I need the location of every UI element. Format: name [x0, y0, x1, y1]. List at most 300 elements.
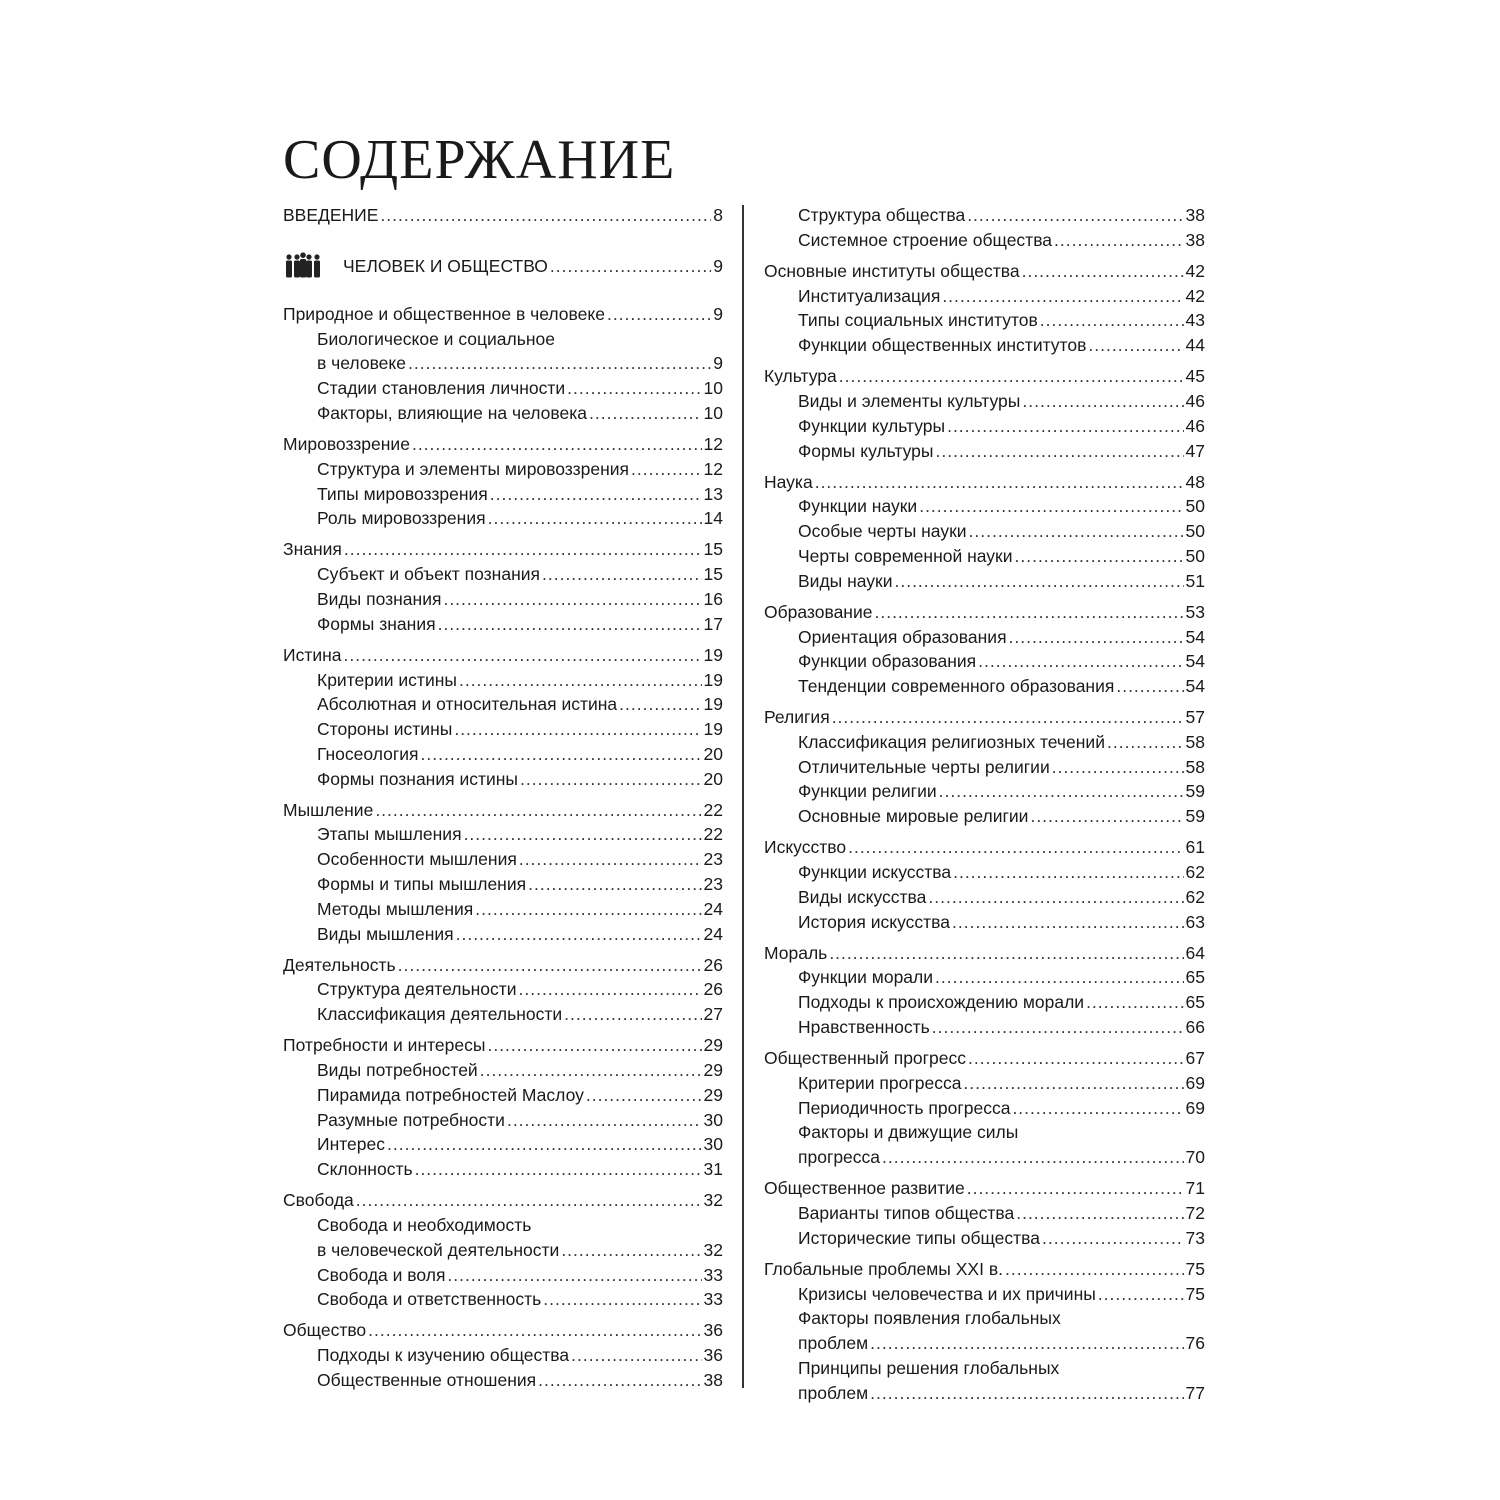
toc-subentry[interactable]: [764, 284, 1205, 309]
toc-entry-page: 14: [703, 508, 723, 529]
toc-subentry[interactable]: [283, 376, 723, 401]
toc-entry-page: 13: [703, 483, 723, 504]
toc-entry-page: 23: [703, 849, 723, 870]
toc-subentry[interactable]: [283, 562, 723, 587]
dot-leader: [543, 1287, 701, 1312]
toc-entry-page: 58: [1185, 731, 1205, 752]
toc-subentry[interactable]: [764, 1096, 1205, 1121]
toc-subentry[interactable]: [283, 1213, 723, 1238]
toc-entry-page: 42: [1185, 260, 1205, 281]
dot-leader: [919, 494, 1183, 519]
toc-entry[interactable]: [764, 1046, 1205, 1071]
toc-entry-page: 69: [1185, 1072, 1205, 1093]
toc-subentry[interactable]: [764, 730, 1205, 755]
toc-entry[interactable]: [764, 470, 1205, 495]
dot-leader: [953, 860, 1183, 885]
toc-entry-page: 22: [703, 824, 723, 845]
dot-leader: [1040, 308, 1184, 333]
toc-subentry[interactable]: [283, 1263, 723, 1288]
dot-leader: [968, 1046, 1184, 1071]
toc-entry[interactable]: [764, 600, 1205, 625]
toc-entry-page: 42: [1185, 285, 1205, 306]
toc-entry-page: 73: [1185, 1227, 1205, 1248]
toc-entry[interactable]: [764, 705, 1205, 730]
toc-entry-label: Свобода и воля: [317, 1264, 446, 1285]
toc-entry-label: Функции образования: [798, 651, 977, 672]
dot-leader: [952, 910, 1184, 935]
toc-subentry[interactable]: [283, 612, 723, 637]
dot-leader: [542, 562, 702, 587]
dot-leader: [454, 717, 701, 742]
toc-entry[interactable]: [283, 1318, 723, 1343]
dot-leader: [589, 401, 702, 426]
toc-subentry[interactable]: [764, 910, 1205, 935]
toc-entry-page: 48: [1185, 471, 1205, 492]
dot-leader: [815, 470, 1184, 495]
toc-entry-label: Абсолютная и относительная истина: [317, 694, 618, 715]
toc-subentry[interactable]: [283, 1157, 723, 1182]
dot-leader: [1022, 259, 1184, 284]
dot-leader: [550, 246, 711, 286]
dot-leader: [538, 1368, 701, 1393]
toc-entry-page: 17: [703, 613, 723, 634]
toc-entry-label: Критерии истины: [317, 669, 457, 690]
toc-entry[interactable]: [283, 537, 723, 562]
toc-entry-label: Системное строение общества: [798, 229, 1053, 250]
toc-subentry[interactable]: [283, 668, 723, 693]
toc-subentry[interactable]: [764, 1145, 1205, 1170]
dot-leader: [344, 537, 702, 562]
toc-entry-label: Знания: [283, 539, 342, 560]
toc-entry-page: 43: [1185, 310, 1205, 331]
toc-entry-label: Общество: [283, 1320, 367, 1341]
toc-entry-page: 24: [703, 923, 723, 944]
toc-subentry[interactable]: [283, 872, 723, 897]
toc-subentry[interactable]: [764, 1226, 1205, 1251]
dot-leader: [969, 519, 1184, 544]
toc-entry-page: 75: [1185, 1283, 1205, 1304]
dot-leader: [1016, 1201, 1183, 1226]
toc-entry[interactable]: [283, 1033, 723, 1058]
toc-entry-label: Гносеология: [317, 743, 419, 764]
toc-entry-label: Склонность: [317, 1159, 413, 1180]
toc-entry-page: 65: [1185, 967, 1205, 988]
toc-entry-page: 46: [1185, 390, 1205, 411]
column-divider: [742, 205, 744, 1388]
toc-subentry[interactable]: [764, 1015, 1205, 1040]
toc-subentry[interactable]: [283, 692, 723, 717]
toc-subentry[interactable]: [283, 717, 723, 742]
dot-leader: [963, 1071, 1183, 1096]
toc-entry-label: Виды и элементы культуры: [798, 390, 1021, 411]
toc-entry[interactable]: [764, 364, 1205, 389]
toc-subentry[interactable]: [283, 922, 723, 947]
toc-entry-page: 22: [703, 799, 723, 820]
dot-leader: [421, 742, 702, 767]
toc-entry[interactable]: [764, 259, 1205, 284]
toc-entry-label: Общественный прогресс: [764, 1048, 967, 1068]
dot-leader: [488, 506, 702, 531]
toc-subentry[interactable]: [764, 333, 1205, 358]
toc-entry-page: 20: [703, 768, 723, 789]
toc-entry-page: 10: [703, 402, 723, 423]
toc-entry-page: 15: [703, 539, 723, 560]
dot-leader: [490, 482, 702, 507]
dot-leader: [459, 668, 702, 693]
toc-subentry[interactable]: [283, 1238, 723, 1263]
toc-subentry[interactable]: [764, 203, 1205, 228]
toc-subentry[interactable]: [283, 587, 723, 612]
dot-leader: [368, 1318, 701, 1343]
toc-entry-page: 30: [703, 1134, 723, 1155]
dot-leader: [829, 941, 1183, 966]
toc-subentry[interactable]: [764, 860, 1205, 885]
toc-entry-page: 38: [1185, 229, 1205, 250]
toc-subentry[interactable]: [764, 779, 1205, 804]
dot-leader: [380, 203, 711, 228]
toc-right-list: [764, 203, 1205, 1406]
toc-subentry[interactable]: [283, 1368, 723, 1393]
toc-left-list: [283, 302, 723, 1393]
dot-leader: [456, 922, 702, 947]
dot-leader: [375, 798, 701, 823]
toc-entry-page: 31: [703, 1159, 723, 1180]
toc-entry-label: Виды мышления: [317, 923, 454, 944]
toc-entry-page: 9: [713, 303, 723, 324]
dot-leader: [415, 1157, 702, 1182]
dot-leader: [412, 432, 702, 457]
toc-entry-page: 65: [1185, 992, 1205, 1013]
toc-entry-page: 64: [1185, 942, 1205, 963]
toc-entry-label: Виды искусства: [798, 886, 927, 907]
toc-entry-page: 9: [713, 353, 723, 374]
toc-entry-page: 38: [1185, 205, 1205, 225]
dot-leader: [1086, 990, 1183, 1015]
toc-subentry[interactable]: [283, 1058, 723, 1083]
toc-entry-label: Факторы и движущие силы: [798, 1122, 1019, 1143]
toc-entry-label: Классификация религиозных течений: [798, 731, 1105, 752]
toc-subentry[interactable]: [764, 755, 1205, 780]
toc-entry-page: 62: [1185, 886, 1205, 907]
toc-entry-page: 12: [703, 458, 723, 479]
dot-leader: [520, 767, 702, 792]
toc-entry[interactable]: [283, 643, 723, 668]
toc-entry-page: 10: [703, 378, 723, 399]
toc-entry-label: Ориентация образования: [798, 626, 1007, 647]
toc-subentry[interactable]: [764, 519, 1205, 544]
toc-entry-page: 76: [1185, 1333, 1205, 1354]
toc-subentry[interactable]: [283, 1002, 723, 1027]
toc-entry-page: 19: [703, 669, 723, 690]
toc-entry-label: Типы мировоззрения: [317, 483, 488, 504]
toc-subentry[interactable]: [764, 389, 1205, 414]
dot-leader: [480, 1058, 702, 1083]
toc-entry-label: Свобода и ответственность: [317, 1289, 542, 1310]
toc-subentry[interactable]: [764, 965, 1205, 990]
toc-subentry[interactable]: [283, 897, 723, 922]
toc-subentry[interactable]: [764, 494, 1205, 519]
toc-entry-page: 23: [703, 874, 723, 895]
toc-subentry[interactable]: [764, 439, 1205, 464]
dot-leader: [356, 1188, 702, 1213]
toc-entry-label: Факторы, влияющие на человека: [317, 402, 588, 423]
toc-subentry[interactable]: [764, 1120, 1205, 1145]
toc-subentry[interactable]: [283, 767, 723, 792]
dot-leader: [848, 835, 1183, 860]
dot-leader: [507, 1108, 702, 1133]
toc-subentry[interactable]: [764, 1356, 1205, 1381]
toc-entry-label: Мораль: [764, 942, 828, 963]
toc-entry-label: Этапы мышления: [317, 824, 462, 845]
toc-subentry[interactable]: [283, 401, 723, 426]
toc-subentry[interactable]: [764, 414, 1205, 439]
toc-entry-label: в человеке: [317, 353, 406, 374]
toc-entry-label: Истина: [283, 644, 342, 665]
dot-leader: [387, 1132, 702, 1157]
toc-entry[interactable]: [764, 941, 1205, 966]
toc-entry-page: 54: [1185, 676, 1205, 697]
dot-leader: [1042, 1226, 1184, 1251]
toc-entry-label: Виды науки: [798, 570, 893, 591]
dot-leader: [1015, 544, 1184, 569]
toc-entry-page: 70: [1185, 1147, 1205, 1168]
dot-leader: [447, 1263, 701, 1288]
toc-entry-page: 50: [1185, 545, 1205, 566]
toc-entry-label: в человеческой деятельности: [317, 1239, 560, 1260]
dot-leader: [978, 649, 1183, 674]
toc-entry-label: Кризисы человечества и их причины: [798, 1283, 1096, 1304]
toc-section-heading[interactable]: [283, 246, 723, 286]
toc-subentry[interactable]: [764, 885, 1205, 910]
toc-entry-label: Типы социальных институтов: [798, 310, 1038, 331]
toc-entry-page: 36: [703, 1345, 723, 1366]
toc-subentry[interactable]: [283, 1083, 723, 1108]
toc-subentry[interactable]: [283, 457, 723, 482]
toc-entry-label: Функции культуры: [798, 415, 946, 436]
toc-subentry[interactable]: [283, 1343, 723, 1368]
toc-subentry[interactable]: [764, 1306, 1205, 1331]
dot-leader: [519, 847, 702, 872]
toc-left-column: [283, 203, 723, 1393]
toc-entry[interactable]: [283, 953, 723, 978]
toc-entry-page: 66: [1185, 1017, 1205, 1038]
toc-entry-page: 63: [1185, 911, 1205, 932]
toc-subentry[interactable]: [283, 351, 723, 376]
toc-entry-label: Структура и элементы мировоззрения: [317, 458, 630, 479]
toc-entry-page: 33: [703, 1289, 723, 1310]
toc-entry-label: Общественные отношения: [317, 1369, 537, 1390]
toc-entry-label: Критерии прогресса: [798, 1072, 962, 1093]
toc-subentry[interactable]: [283, 977, 723, 1002]
toc-subentry[interactable]: [764, 1331, 1205, 1356]
toc-entry-page: 54: [1185, 651, 1205, 672]
dot-leader: [519, 977, 702, 1002]
dot-leader: [567, 376, 701, 401]
toc-subentry[interactable]: [283, 822, 723, 847]
toc-entry-label: Формы знания: [317, 613, 436, 634]
toc-entry-label: Деятельность: [283, 954, 396, 975]
toc-subentry[interactable]: [764, 1071, 1205, 1096]
toc-entry-page: 59: [1185, 781, 1205, 802]
toc-entry-label: Принципы решения глобальных: [798, 1357, 1060, 1378]
dot-leader: [607, 302, 711, 327]
dot-leader: [344, 643, 702, 668]
dot-leader: [1054, 228, 1184, 253]
page-title: СОДЕРЖАНИЕ: [283, 129, 676, 191]
toc-right-column: [764, 203, 1205, 1406]
dot-leader: [967, 203, 1183, 228]
toc-entry-page: 50: [1185, 496, 1205, 517]
toc-entry-label: Особые черты науки: [798, 521, 967, 542]
toc-entry-label: Нравственность: [798, 1017, 930, 1038]
toc-entry-page: 57: [1185, 707, 1205, 728]
toc-entry-label: прогресса: [798, 1147, 881, 1168]
toc-subentry[interactable]: [764, 990, 1205, 1015]
toc-entry-label: Потребности и интересы: [283, 1035, 486, 1056]
toc-entry-page: 32: [703, 1239, 723, 1260]
toc-entry[interactable]: [764, 835, 1205, 860]
toc-entry-page: 75: [1185, 1258, 1205, 1279]
toc-entry-label: История искусства: [798, 911, 951, 932]
toc-subentry[interactable]: [283, 327, 723, 352]
toc-entry-label: Периодичность прогресса: [798, 1097, 1011, 1118]
toc-entry-label: Функции морали: [798, 967, 934, 988]
dot-leader: [1052, 755, 1184, 780]
toc-entry[interactable]: [283, 302, 723, 327]
toc-entry-page: 30: [703, 1109, 723, 1130]
dot-leader: [443, 587, 701, 612]
toc-subentry[interactable]: [283, 482, 723, 507]
toc-entry-label: Пирамида потребностей Маслоу: [317, 1084, 584, 1105]
toc-entry-page: 12: [703, 433, 723, 454]
toc-entry-page: 38: [703, 1369, 723, 1390]
toc-subentry[interactable]: [764, 569, 1205, 594]
dot-leader: [1012, 1096, 1183, 1121]
toc-entry-page: 51: [1185, 570, 1205, 591]
toc-subentry[interactable]: [764, 544, 1205, 569]
toc-entry[interactable]: [764, 1257, 1205, 1282]
toc-entry-label: Стадии становления личности: [317, 378, 566, 399]
toc-entry-label: Общественное развитие: [764, 1178, 965, 1199]
toc-subentry[interactable]: [283, 1108, 723, 1133]
toc-subentry[interactable]: [764, 1201, 1205, 1226]
people-group-icon: [283, 252, 323, 280]
toc-entry-page: 29: [703, 1035, 723, 1056]
dot-leader: [464, 822, 702, 847]
toc-entry-label: Образование: [764, 601, 873, 622]
toc-entry-page: 44: [1185, 335, 1205, 356]
dot-leader: [894, 569, 1183, 594]
dot-leader: [928, 885, 1183, 910]
toc-subentry[interactable]: [764, 308, 1205, 333]
toc-entry-label: Стороны истины: [317, 719, 453, 740]
dot-leader: [619, 692, 701, 717]
toc-entry-page: 19: [703, 644, 723, 665]
dot-leader: [942, 284, 1183, 309]
toc-subentry[interactable]: [764, 228, 1205, 253]
toc-entry-page: 62: [1185, 862, 1205, 883]
toc-entry-label: Структура деятельности: [317, 979, 517, 1000]
toc-entry-page: 19: [703, 719, 723, 740]
dot-leader: [1022, 389, 1183, 414]
toc-subentry[interactable]: [764, 1381, 1205, 1406]
toc-entry-label: Религия: [764, 707, 830, 728]
toc-entry-label: Классификация деятельности: [317, 1004, 563, 1025]
toc-entry-label: Подходы к происхождению морали: [798, 992, 1085, 1013]
toc-entry-label: Виды познания: [317, 588, 442, 609]
toc-entry-page: 50: [1185, 521, 1205, 542]
toc-entry-page: 8: [713, 205, 723, 225]
dot-leader: [1116, 674, 1183, 699]
toc-entry[interactable]: [283, 432, 723, 457]
dot-leader: [475, 897, 701, 922]
toc-entry[interactable]: [283, 798, 723, 823]
toc-subentry[interactable]: [283, 742, 723, 767]
dot-leader: [438, 612, 702, 637]
toc-entry[interactable]: [764, 1176, 1205, 1201]
toc-entry-label: Исторические типы общества: [798, 1227, 1041, 1248]
toc-entry-label: Формы и типы мышления: [317, 874, 527, 895]
toc-subentry[interactable]: [283, 1287, 723, 1312]
dot-leader: [564, 1002, 701, 1027]
toc-section-label: ЧЕЛОВЕК И ОБЩЕСТВО: [343, 255, 548, 276]
toc-entry-label: Культура: [764, 366, 837, 387]
toc-subentry[interactable]: [283, 847, 723, 872]
toc-entry-label: Свобода: [283, 1190, 354, 1211]
toc-subentry[interactable]: [764, 804, 1205, 829]
dot-leader: [586, 1083, 702, 1108]
toc-subentry[interactable]: [764, 1282, 1205, 1307]
toc-entry-page: 59: [1185, 806, 1205, 827]
toc-entry-page: 71: [1185, 1178, 1205, 1199]
toc-entry-page: 77: [1185, 1382, 1205, 1403]
dot-leader: [832, 705, 1184, 730]
toc-entry-page: 32: [703, 1190, 723, 1211]
toc-subentry[interactable]: [764, 674, 1205, 699]
toc-entry-label: Субъект и объект познания: [317, 564, 540, 585]
toc-entry-label: Природное и общественное в человеке: [283, 303, 605, 324]
toc-subentry[interactable]: [764, 649, 1205, 674]
toc-entry-label: ВВЕДЕНИЕ: [283, 205, 379, 225]
toc-entry[interactable]: [283, 1188, 723, 1213]
toc-entry-label: Факторы появления глобальных: [798, 1308, 1061, 1329]
toc-subentry[interactable]: [283, 506, 723, 531]
toc-entry-label: Черты современной науки: [798, 545, 1013, 566]
toc-subentry[interactable]: [283, 1132, 723, 1157]
toc-entry-label: Подходы к изучению общества: [317, 1345, 570, 1366]
toc-subentry[interactable]: [764, 625, 1205, 650]
toc-entry-label: Отличительные черты религии: [798, 756, 1050, 777]
toc-entry-page: 58: [1185, 756, 1205, 777]
toc-entry-page: 72: [1185, 1202, 1205, 1223]
toc-section-page: 9: [713, 255, 723, 276]
toc-entry-page: 15: [703, 564, 723, 585]
dot-leader: [936, 439, 1184, 464]
dot-leader: [398, 953, 702, 978]
dot-leader: [1005, 1257, 1184, 1282]
toc-entry-intro[interactable]: [283, 203, 723, 228]
toc-entry-label: Тенденции современного образования: [798, 676, 1115, 697]
dot-leader: [571, 1343, 701, 1368]
dot-leader: [1088, 333, 1183, 358]
toc-entry-page: 29: [703, 1060, 723, 1081]
toc-entry-page: 45: [1185, 366, 1205, 387]
toc-entry-label: Наука: [764, 471, 813, 492]
toc-entry-label: Интерес: [317, 1134, 386, 1155]
toc-entry-page: 69: [1185, 1097, 1205, 1118]
toc-entry-page: 47: [1185, 440, 1205, 461]
toc-entry-label: Структура общества: [798, 205, 966, 225]
